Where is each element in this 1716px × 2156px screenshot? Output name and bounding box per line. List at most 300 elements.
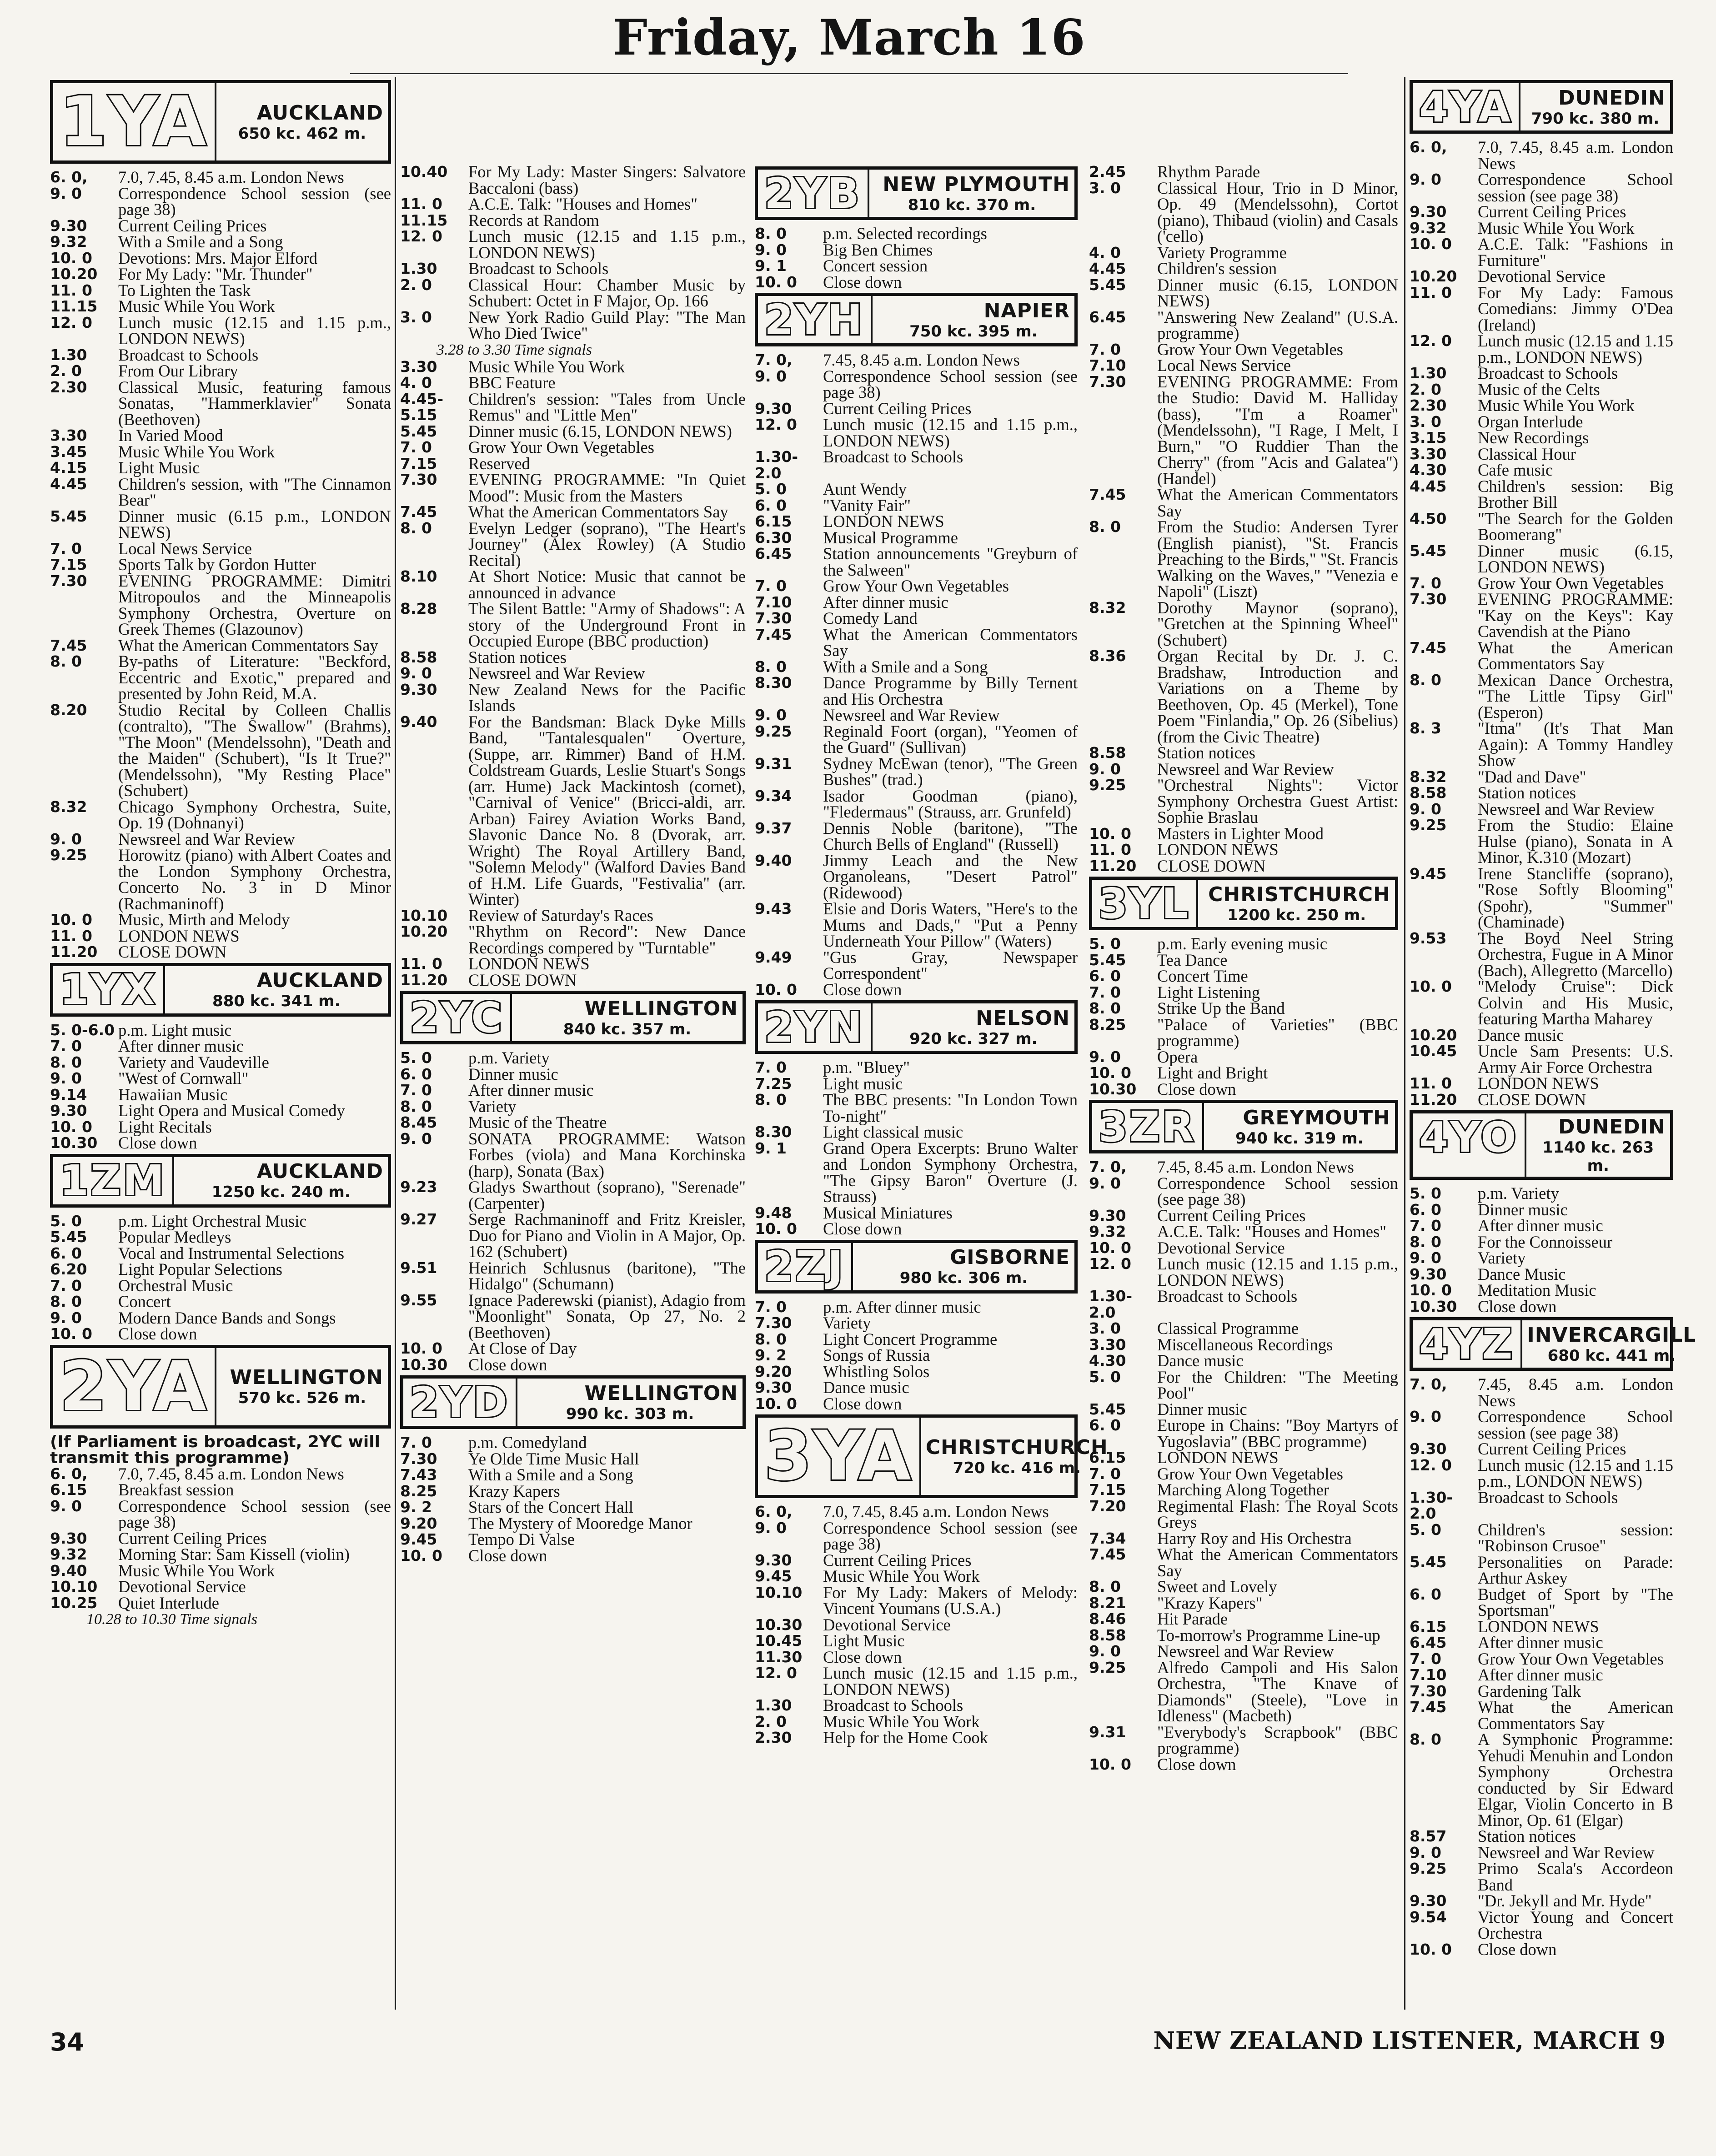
programme-item <box>1410 1282 1673 1299</box>
programme-title: Close down <box>823 980 902 999</box>
programme-item <box>50 1579 391 1595</box>
station-callsign: 4YZ <box>1419 1319 1515 1369</box>
station-header <box>50 80 391 164</box>
programme-title: From Our Library <box>118 361 238 380</box>
programme-item <box>50 1245 391 1262</box>
programme-title: Lunch music (12.15 and 1.15 p.m., LONDON NEWS) <box>823 415 1078 450</box>
programme-item <box>50 912 391 928</box>
programme-item <box>1089 1660 1398 1724</box>
programme-title: The Mystery of Mooredge Manor <box>468 1514 692 1533</box>
programme-time: 10. 0 <box>755 1394 797 1413</box>
programme-item <box>1410 478 1673 511</box>
programme-title: What the American Commentators Say <box>468 502 728 521</box>
programme-title: Masters in Lighter Mood <box>1157 824 1324 843</box>
programme-time: 9. 0 <box>1410 800 1441 818</box>
programme-item <box>1410 333 1673 365</box>
programme-time: 7.10 <box>1410 1666 1447 1684</box>
programme-item <box>400 456 746 472</box>
programme-item <box>400 1179 746 1211</box>
programme-item <box>1089 1643 1398 1660</box>
programme-time: 7.15 <box>1089 1481 1126 1499</box>
programme-time: 7. 0, <box>755 351 793 369</box>
programme-title: Newsreel and War Review <box>823 706 1000 724</box>
programme-item <box>50 702 391 799</box>
programme-title: Light Music <box>118 458 200 477</box>
programme-item <box>1410 204 1673 220</box>
programme-title: Station notices <box>1478 1827 1576 1845</box>
programme-title: "Gus Gray, Newspaper Correspondent" <box>823 948 1078 983</box>
programme-title: Music While You Work <box>118 442 275 461</box>
programme-title: Dennis Noble (baritone), "The Church Bells of England" (Russell) <box>823 818 1078 853</box>
station-city: DUNEDIN <box>1558 86 1666 110</box>
header-rule <box>350 73 1348 74</box>
programme-item <box>1089 180 1398 245</box>
station-header <box>755 166 1078 220</box>
programme-title: Musical Programme <box>823 528 958 547</box>
programme-title: Hit Parade <box>1157 1609 1228 1628</box>
programme-title: Grow Your Own Vegetables <box>1157 340 1343 359</box>
programme-time: 7.30 <box>50 572 87 590</box>
column-divider <box>395 77 396 2010</box>
programme-time: 9.51 <box>400 1259 437 1277</box>
programme-title: Music While You Work <box>118 297 275 316</box>
programme-title: Close down <box>823 1219 902 1238</box>
programme-title: Light music <box>823 1074 903 1093</box>
programme-time: 11. 0 <box>400 195 442 213</box>
station-meta <box>215 83 388 160</box>
programme-time: 9. 0 <box>1089 760 1121 778</box>
programme-time: 10. 0 <box>400 1339 442 1357</box>
programme-time: 2. 0 <box>50 362 82 380</box>
programme-title: Classical Hour, Trio in D Minor, Op. 49 (Mendelssohn), Cortot (piano), Thibaud (violin) and Casals ('cello) <box>1157 178 1398 246</box>
programme-item <box>1410 1554 1673 1586</box>
programme-time: 5.45 <box>1089 1400 1126 1418</box>
programme-title: Correspondence School session (see page 38) <box>118 1496 391 1531</box>
programme-title: Musical Miniatures <box>823 1203 953 1222</box>
programme-time: 9.49 <box>755 948 792 966</box>
programme-time: 9.43 <box>755 900 792 918</box>
programme-item <box>1410 1522 1673 1554</box>
programme-item <box>50 1498 391 1530</box>
programme-title: Modern Dance Bands and Songs <box>118 1308 336 1327</box>
programme-time: 10.30 <box>50 1134 98 1152</box>
programme-item <box>1410 978 1673 1027</box>
programme-time: 6. 0, <box>755 1503 793 1520</box>
programme-time: 10. 0 <box>50 911 92 928</box>
programme-item <box>50 460 391 476</box>
programme-item <box>50 944 391 960</box>
programme-time: 10. 0 <box>50 1118 92 1136</box>
programme-title: Newsreel and War Review <box>1478 1843 1655 1862</box>
programme-title: Classical Hour: Chamber Music by Schubert: Octet in F Major, Op. 166 <box>468 275 746 310</box>
programme-time: 9.27 <box>400 1210 437 1228</box>
programme-item <box>1410 1893 1673 1909</box>
programme-item <box>1089 1000 1398 1017</box>
programme-item <box>1410 575 1673 592</box>
programme-time: 7.30 <box>400 471 437 488</box>
programme-time: 9.40 <box>50 1561 87 1579</box>
programme-title: Music of the Theatre <box>468 1113 607 1132</box>
programme-item <box>400 359 746 375</box>
programme-item <box>755 1520 1078 1552</box>
programme-title: Children's session: "Robinson Crusoe" <box>1478 1520 1673 1555</box>
programme-time: 9.20 <box>755 1362 792 1380</box>
programme-time: 5.45 <box>400 422 437 440</box>
programme-item <box>755 1124 1078 1140</box>
programme-item <box>1089 745 1398 761</box>
programme-item <box>755 497 1078 514</box>
programme-title: p.m. Light Orchestral Music <box>118 1211 307 1230</box>
programme-title: Correspondence School session (see page 38) <box>1478 1407 1673 1442</box>
programme-item <box>1410 1845 1673 1861</box>
programme-time: 6.15 <box>1410 1617 1447 1635</box>
programme-item <box>755 901 1078 949</box>
programme-time: 9. 0 <box>755 367 787 385</box>
programme-item <box>1089 1065 1398 1081</box>
station-city: WELLINGTON <box>584 997 738 1020</box>
programme-item <box>400 196 746 212</box>
programme-item <box>1089 826 1398 842</box>
programme-item <box>1410 430 1673 446</box>
programme-item <box>1089 341 1398 358</box>
programme-item <box>1410 446 1673 462</box>
programme-time: 9.37 <box>755 819 792 837</box>
programme-title: Devotions: Mrs. Major Elford <box>118 248 317 267</box>
programme-title: 7.45, 8.45 a.m. London News <box>823 351 1020 369</box>
programme-time: 9.34 <box>755 787 792 805</box>
programme-item <box>400 923 746 956</box>
programme-title: Sydney McEwan (tenor), "The Green Bushes" (trad.) <box>823 754 1078 789</box>
programme-time: 10. 0 <box>1089 1755 1131 1773</box>
programme-item <box>1089 1449 1398 1466</box>
programme-time: 9.45 <box>755 1567 792 1585</box>
station-city: INVERCARGILL <box>1527 1323 1696 1347</box>
station-frequency: 940 kc. 319 m. <box>1235 1129 1364 1148</box>
programme-time: 10.30 <box>400 1355 448 1374</box>
programme-time: 9.32 <box>1089 1223 1126 1240</box>
station-header <box>1410 1110 1673 1180</box>
programme-title: Close down <box>823 1647 902 1666</box>
programme-item <box>1089 968 1398 984</box>
programme-time: 8.20 <box>50 701 87 719</box>
programme-item <box>50 186 391 218</box>
programme-title: Close down <box>1478 1297 1557 1316</box>
programme-title: Mexican Dance Orchestra, "The Little Tipsy Girl" (Esperon) <box>1478 670 1673 722</box>
station-callsign: 2YH <box>764 295 864 344</box>
programme-time: 7. 0 <box>755 577 787 595</box>
programme-item <box>50 1466 391 1482</box>
programme-time: 9. 0 <box>755 1519 787 1537</box>
programme-item <box>50 653 391 702</box>
station-header <box>50 1154 391 1208</box>
programme-time: 7. 0 <box>400 1081 432 1099</box>
programme-title: 7.0, 7.45, 8.45 a.m. London News <box>118 168 344 186</box>
programme-item <box>1410 930 1673 979</box>
programme-item <box>50 444 391 460</box>
programme-item <box>755 627 1078 659</box>
programme-time: 7.30 <box>400 1449 437 1468</box>
programme-title: "Everybody's Scrapbook" (BBC programme) <box>1157 1722 1398 1757</box>
programme-item <box>50 1326 391 1342</box>
programme-item <box>755 1299 1078 1315</box>
programme-title: Studio Recital by Colleen Challis (contralto), "The Swallow" (Brahms), "The Moon" (Mendelssohn), "Death and the Maiden" (Schubert), "Is It True?" (Mendelssohn), "My Resting Place" (Schubert) <box>118 700 391 800</box>
programme-item <box>50 1546 391 1563</box>
programme-time: 10.45 <box>1410 1042 1457 1060</box>
station-meta <box>919 1418 1113 1495</box>
programme-time: 5. 0 <box>1410 1184 1441 1202</box>
programme-item <box>1410 866 1673 930</box>
station-city: WELLINGTON <box>584 1381 738 1405</box>
programme-time: 9.54 <box>1410 1908 1447 1926</box>
programme-item <box>400 1483 746 1499</box>
station-callsign: 1YX <box>60 965 157 1014</box>
programme-item <box>400 261 746 277</box>
programme-title: Personalities on Parade: Arthur Askey <box>1478 1552 1673 1587</box>
programme-item <box>1089 1337 1398 1353</box>
programme-time: 8. 0 <box>755 225 787 242</box>
programme-title: "West of Cornwall" <box>118 1069 249 1088</box>
programme-time: 10. 0 <box>1410 1940 1452 1958</box>
programme-time: 8.32 <box>1410 767 1447 786</box>
programme-item <box>1410 1731 1673 1828</box>
programme-title: Quiet Interlude <box>118 1593 219 1612</box>
programme-item <box>50 1103 391 1119</box>
programme-title: By-paths of Literature: "Beckford, Eccentric and Exotic," prepared and presented by John Reid, M.A. <box>118 652 391 703</box>
programme-time: 9.30 <box>50 1102 87 1119</box>
page-number: 34 <box>50 2028 85 2056</box>
programme-title: Grow Your Own Vegetables <box>1478 573 1664 592</box>
station-header <box>400 1375 746 1429</box>
programme-item <box>1410 720 1673 769</box>
programme-title: Lunch music (12.15 and 1.15 p.m., LONDON NEWS) <box>1478 331 1673 366</box>
programme-time: 10.10 <box>755 1583 803 1601</box>
programme-time: 7. 0, <box>1410 1375 1447 1393</box>
programme-title: Light Listening <box>1157 983 1260 1002</box>
programme-item <box>400 1131 746 1179</box>
programme-item <box>50 379 391 428</box>
programme-time: 12. 0 <box>755 416 797 433</box>
programme-title: BBC Feature <box>468 373 556 392</box>
programme-time: 7. 0 <box>50 1276 82 1294</box>
programme-item <box>400 1515 746 1532</box>
programme-title: "Orchestral Nights": Victor Symphony Orchestra Guest Artist: Sophie Braslau <box>1157 776 1398 827</box>
programme-item <box>755 1584 1078 1617</box>
programme-time: 3.30 <box>1089 1335 1126 1354</box>
programme-item <box>1410 1409 1673 1441</box>
programme-time: 7.45 <box>400 503 437 521</box>
programme-item <box>400 439 746 456</box>
programme-time: 5. 0 <box>755 480 787 498</box>
programme-title: Grow Your Own Vegetables <box>1478 1649 1664 1668</box>
programme-item <box>755 707 1078 723</box>
programme-time: 6. 0 <box>400 1065 432 1083</box>
programme-item <box>400 1211 746 1260</box>
programme-title: Light Opera and Musical Comedy <box>118 1101 345 1120</box>
programme-item <box>1089 1546 1398 1579</box>
programme-item <box>400 714 746 908</box>
programme-time: 2. 0 <box>1410 380 1441 398</box>
programme-title: 7.0, 7.45, 8.45 a.m. London News <box>1478 138 1673 173</box>
programme-item <box>50 508 391 541</box>
programme-title: A Symphonic Programme: Yehudi Menuhin and London Symphony Orchestra conducted by Sir Edward Elgar, Violin Concerto in B Minor, Op. 61 (Elgar) <box>1478 1730 1673 1830</box>
station-callsign: 3ZR <box>1099 1102 1196 1151</box>
programme-title: Breakfast session <box>118 1480 234 1499</box>
programme-title: Variety Programme <box>1157 243 1287 262</box>
programme-item <box>1089 1417 1398 1449</box>
programme-title: For My Lady: Master Singers: Salvatore Baccaloni (bass) <box>468 162 746 197</box>
programme-time: 4.30 <box>1089 1352 1126 1369</box>
programme-title: Dorothy Maynor (soprano), "Gretchen at the Spinning Wheel" (Schubert) <box>1157 598 1398 649</box>
programme-item <box>1410 543 1673 575</box>
programme-item <box>1410 268 1673 285</box>
programme-title: Correspondence School session (see page 38) <box>1157 1173 1398 1208</box>
programme-item <box>1410 1860 1673 1893</box>
programme-title: Sports Talk by Gordon Hutter <box>118 555 316 574</box>
programme-title: Newsreel and War Review <box>118 829 295 848</box>
programme-item <box>50 1563 391 1579</box>
programme-time: 11. 0 <box>400 955 442 973</box>
programme-time: 8. 0 <box>1089 999 1121 1017</box>
programme-item <box>755 788 1078 820</box>
programme-time: 9.25 <box>50 846 87 864</box>
programme-time: 6.15 <box>1089 1449 1126 1466</box>
programme-title: Newsreel and War Review <box>1157 759 1334 778</box>
programme-item <box>1410 220 1673 236</box>
programme-time: 9.32 <box>50 1545 87 1563</box>
programme-title: A.C.E. Talk: "Houses and Homes" <box>1157 1222 1387 1241</box>
programme-title: "The Search for the Golden Boomerang" <box>1478 509 1673 544</box>
programme-title: Rhythm Parade <box>1157 162 1260 181</box>
programme-time: 8.58 <box>400 648 437 666</box>
programme-item <box>50 476 391 508</box>
programme-item <box>400 665 746 682</box>
programme-item <box>1410 1202 1673 1218</box>
programme-title: At Short Notice: Music that cannot be announced in advance <box>468 567 746 602</box>
programme-title: Lunch music (12.15 and 1.15 p.m., LONDON NEWS) <box>823 1664 1078 1699</box>
programme-time: 12. 0 <box>50 313 92 331</box>
programme-item <box>400 309 746 341</box>
programme-title: p.m. Comedyland <box>468 1433 587 1452</box>
programme-item <box>755 352 1078 368</box>
time-signals-note: 10.28 to 10.30 Time signals <box>86 1611 257 1628</box>
programme-title: A.C.E. Talk: "Houses and Homes" <box>468 195 698 213</box>
programme-item <box>1089 600 1398 648</box>
programme-item <box>1089 648 1398 745</box>
programme-item <box>50 573 391 637</box>
programme-title: EVENING PROGRAMME: "In Quiet Mood": Music from the Masters <box>468 470 746 505</box>
programme-item <box>1410 817 1673 866</box>
programme-item <box>755 481 1078 497</box>
programme-item <box>1410 462 1673 478</box>
programme-title: Classical Hour <box>1478 444 1576 463</box>
programme-title: A.C.E. Talk: "Fashions in Furniture" <box>1478 235 1673 270</box>
programme-item <box>1410 236 1673 268</box>
programme-title: New Recordings <box>1478 428 1589 447</box>
programme-time: 7.30 <box>755 609 792 627</box>
programme-time: 6. 0 <box>1410 1585 1441 1603</box>
programme-item <box>755 1552 1078 1569</box>
programme-item <box>755 982 1078 998</box>
programme-title: For My Lady: Makers of Melody: Vincent Youmans (U.S.A.) <box>823 1583 1078 1618</box>
programme-title: To-morrow's Programme Line-up <box>1157 1625 1380 1645</box>
programme-time: 7.25 <box>755 1074 792 1093</box>
programme-title: For the Connoisseur <box>1478 1232 1613 1251</box>
programme-time: 8.58 <box>1410 784 1447 802</box>
programme-title: What the American Commentators Say <box>118 636 378 655</box>
programme-title: What the American Commentators Say <box>1157 485 1398 520</box>
programme-item <box>755 1730 1078 1746</box>
programme-time: 3. 0 <box>1410 412 1441 431</box>
programme-item <box>1410 1651 1673 1667</box>
programme-title: With a Smile and a Song <box>468 1465 633 1484</box>
programme-item <box>1410 381 1673 398</box>
programme-title: Close down <box>1157 1755 1236 1774</box>
programme-title: Broadcast to Schools <box>118 345 259 364</box>
programme-time: 12. 0 <box>1089 1255 1131 1273</box>
programme-time: 7.30 <box>1410 1682 1447 1700</box>
programme-item <box>1089 1498 1398 1530</box>
station-city: NEW PLYMOUTH <box>883 172 1070 196</box>
programme-time: 5. 0 <box>400 1049 432 1067</box>
programme-time: 3. 0 <box>1089 1319 1121 1337</box>
programme-title: CLOSE DOWN <box>468 970 577 989</box>
programme-time: 9.40 <box>755 851 792 869</box>
programme-time: 7. 0 <box>1089 340 1121 358</box>
programme-item <box>400 1357 746 1373</box>
programme-item <box>400 956 746 972</box>
programme-time: 5.45 <box>50 1228 87 1246</box>
programme-time: 10. 0 <box>1089 824 1131 842</box>
programme-time: 9.30 <box>1410 203 1447 221</box>
programme-time: 7. 0 <box>1089 983 1121 1001</box>
programme-item <box>50 234 391 250</box>
programme-time: 8.32 <box>50 797 87 816</box>
programme-item <box>50 347 391 363</box>
programme-title: From the Studio: Elaine Hulse (piano), Sonata in A Minor, K.310 (Mozart) <box>1478 816 1673 867</box>
programme-title: Classical Programme <box>1157 1319 1299 1338</box>
programme-item <box>50 1310 391 1326</box>
programme-title: Tea Dance <box>1157 950 1228 969</box>
programme-item <box>1089 1724 1398 1756</box>
programme-time: 7. 0 <box>400 1434 432 1451</box>
programme-title: Music While You Work <box>823 1712 980 1731</box>
programme-time: 6. 0 <box>755 496 787 514</box>
programme-title: Reserved <box>468 454 530 473</box>
programme-title: "Dr. Jekyll and Mr. Hyde" <box>1478 1891 1652 1910</box>
programme-item <box>1089 842 1398 858</box>
station-frequency: 570 kc. 526 m. <box>238 1389 366 1407</box>
station-header <box>755 1000 1078 1054</box>
programme-time: 5. 0 <box>50 1212 82 1230</box>
programme-title: What the American Commentators Say <box>1478 1698 1673 1733</box>
programme-time: 5.45 <box>50 507 87 525</box>
programme-title: p.m. Variety <box>1478 1184 1559 1203</box>
programme-time: 6.20 <box>50 1260 87 1278</box>
programme-title: Light Popular Selections <box>118 1260 282 1279</box>
programme-time: 12. 0 <box>755 1664 797 1682</box>
programme-item <box>1410 1250 1673 1266</box>
station-header <box>50 1345 391 1429</box>
programme-title: After dinner music <box>468 1081 594 1099</box>
programme-item <box>1410 1619 1673 1635</box>
programme-title: Hawaiian Music <box>118 1085 228 1104</box>
programme-item <box>50 1054 391 1071</box>
programme-time: 8.30 <box>755 1123 792 1141</box>
station-callsign: 1YA <box>60 82 208 161</box>
programme-title: Opera <box>1157 1047 1198 1066</box>
programme-time: 11.20 <box>400 971 448 989</box>
programme-item <box>50 315 391 347</box>
